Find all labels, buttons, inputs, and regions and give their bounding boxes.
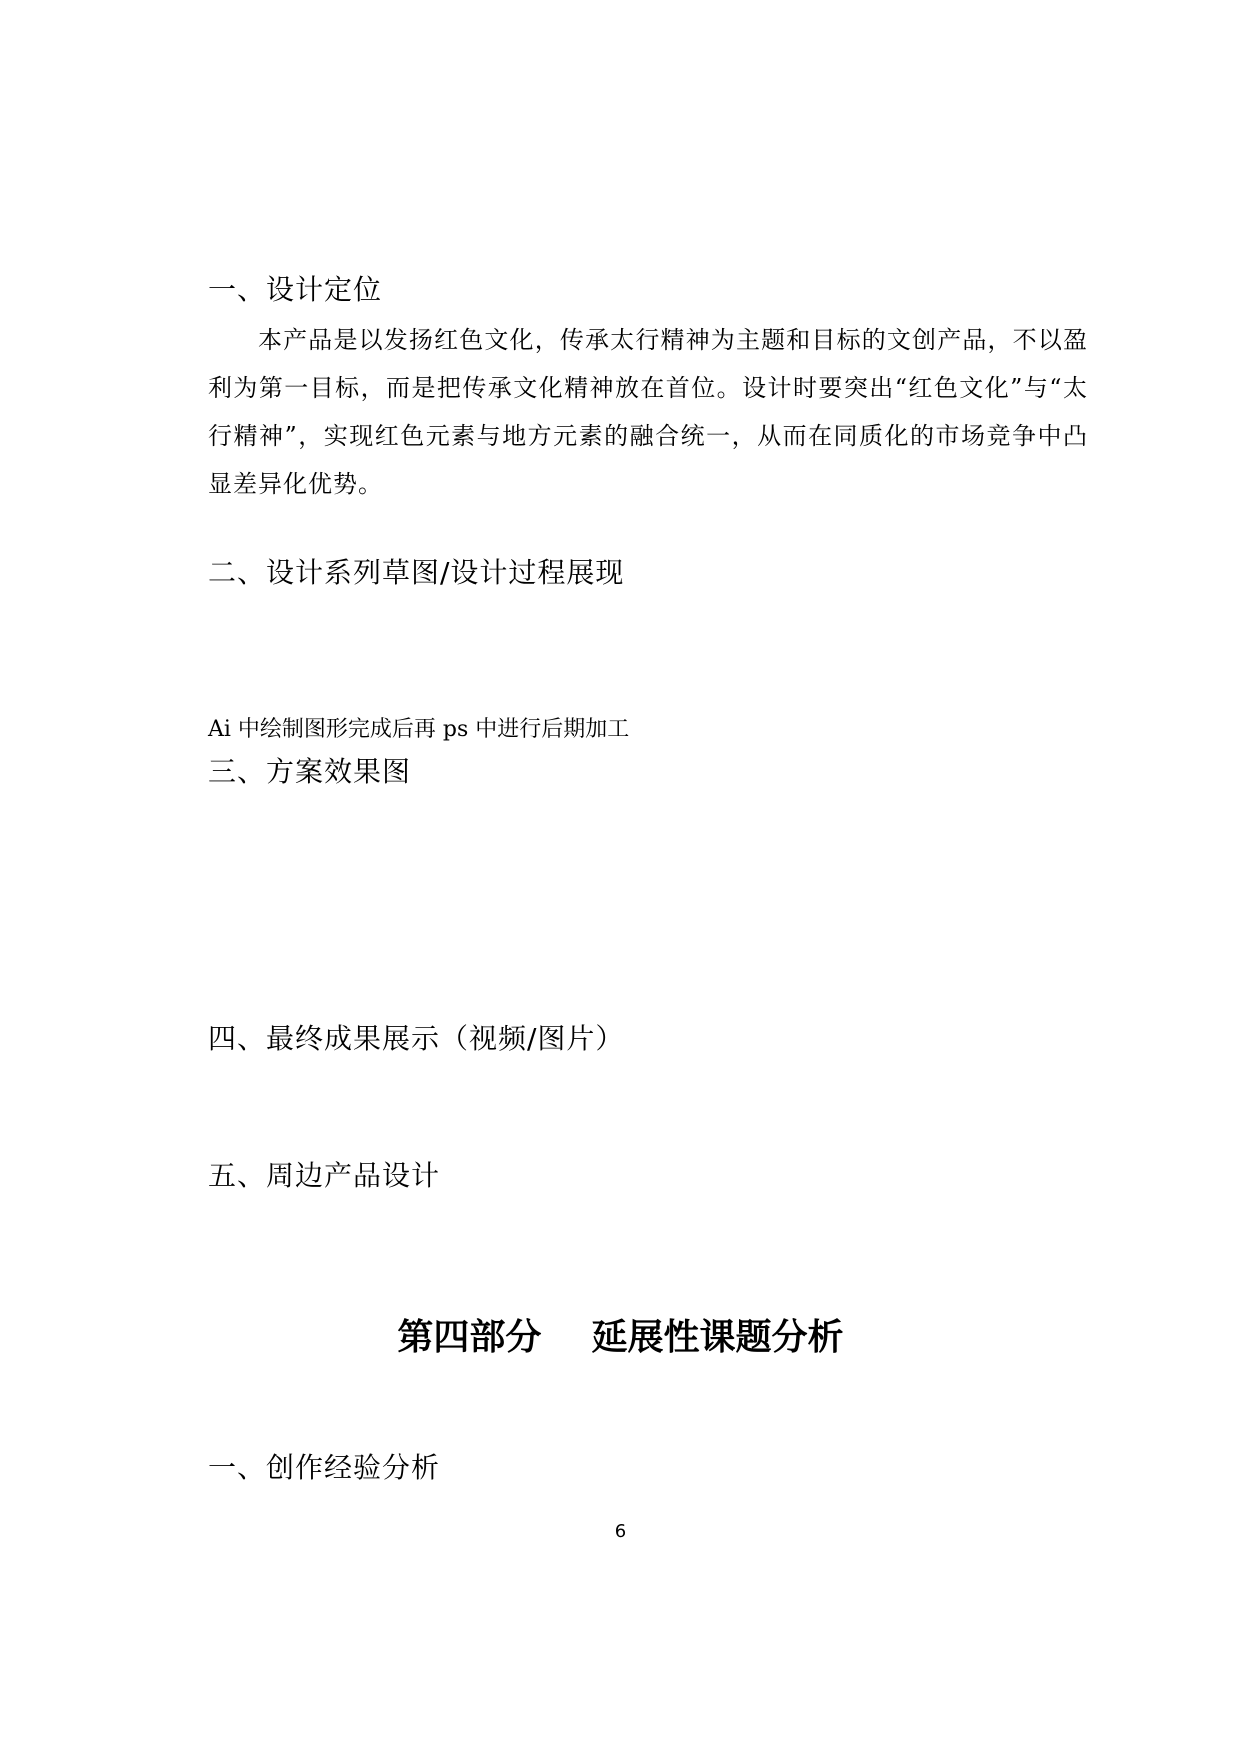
section-heading-design-positioning: 一、设计定位 <box>208 273 383 306</box>
section-heading-sketches: 二、设计系列草图/设计过程展现 <box>208 556 625 589</box>
sketch-process-note: Ai 中绘制图形完成后再 ps 中进行后期加工 <box>208 717 630 742</box>
section-heading-creative-experience: 一、创作经验分析 <box>208 1451 441 1484</box>
section-heading-peripheral-products: 五、周边产品设计 <box>208 1159 441 1192</box>
page-number: 6 <box>614 1521 627 1542</box>
section-heading-renderings: 三、方案效果图 <box>208 755 412 788</box>
part-four-title: 第四部分 延展性课题分析 <box>397 1317 844 1358</box>
design-positioning-paragraph: 本产品是以发扬红色文化，传承太行精神为主题和目标的文创产品，不以盈利为第一目标，而是把传承文化精神放在首位。设计时要突出“红色文化”与“太行精神”，实现红色元素与地方元素的融合统一，从而在同质化的市场竞争中凸显差异化优势。 <box>208 326 1088 498</box>
section-heading-final-results: 四、最终成果展示（视频/图片） <box>208 1022 625 1055</box>
